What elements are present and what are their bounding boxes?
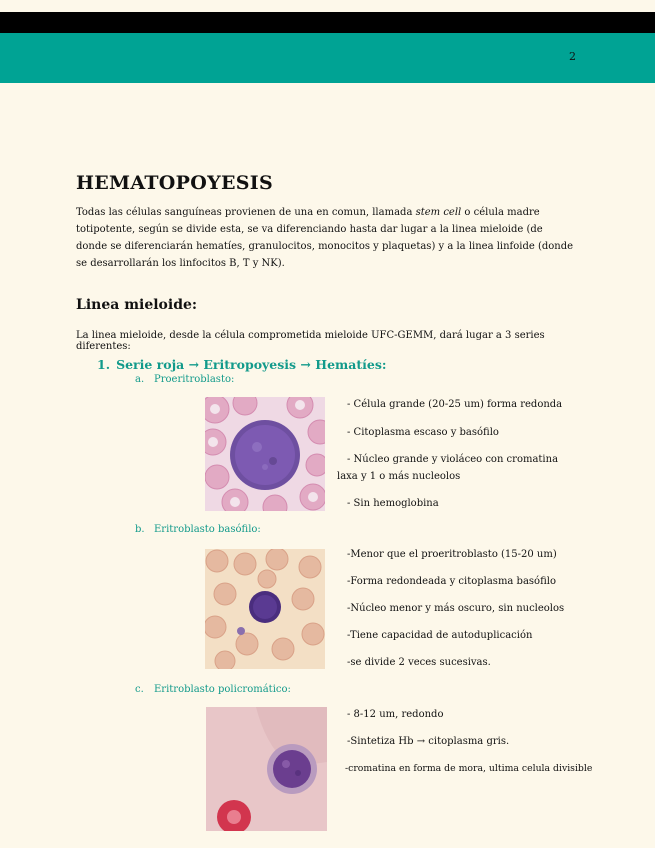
intro-text-1: Todas las células sanguíneas provienen de una en comun, llamada: [76, 207, 416, 218]
cell-b-name: Eritroblasto basófilo:: [154, 524, 261, 535]
section-text: La linea mieloide, desde la célula comprometida mieloide UFC-GEMM, dará lugar a 3 series diferentes:: [76, 330, 545, 352]
cell-b-line-1: -Menor que el proeritroblasto (15-20 um): [347, 549, 557, 560]
cell-a-line-2: - Citoplasma escaso y basófilo: [347, 427, 499, 438]
serie-roja-heading: [97, 357, 386, 372]
cell-a-letter: a.: [135, 374, 145, 385]
serie-label: Serie roja → Eritropoyesis → Hematíes:: [116, 357, 387, 372]
cell-b-line-2: -Forma redondeada y citoplasma basófilo: [347, 576, 556, 587]
cell-c-name: Eritroblasto policromático:: [154, 684, 291, 695]
cell-c-letter: c.: [135, 684, 144, 695]
cell-c-line-3: -cromatina en forma de mora, ultima celula divisible: [345, 763, 593, 774]
eritroblasto-basofilo-image: [205, 549, 325, 669]
cell-b-heading: [135, 524, 261, 535]
cell-b-line-5: -se divide 2 veces sucesivas.: [347, 657, 491, 668]
cell-c-heading: [135, 684, 291, 695]
cell-b-line-3: -Núcleo menor y más oscuro, sin nucleolos: [347, 603, 565, 614]
serie-number: 1.: [97, 357, 111, 372]
cell-c-line-2: -Sintetiza Hb → citoplasma gris.: [347, 736, 510, 747]
cell-c-description: [337, 706, 593, 777]
cell-a-heading: [135, 374, 234, 385]
cell-a-name: Proeritroblasto:: [154, 374, 235, 385]
cell-b-description: [347, 546, 587, 671]
intro-paragraph: [76, 204, 576, 272]
cell-b-letter: b.: [135, 524, 145, 535]
section-heading: Linea mieloide:: [76, 297, 198, 313]
top-black-bar: [0, 12, 655, 33]
cell-a-line-4: - Sin hemoglobina: [347, 498, 439, 509]
cell-c-line-1: - 8-12 um, redondo: [347, 709, 444, 720]
cell-a-description: [337, 396, 577, 512]
page-title: HEMATOPOYESIS: [76, 172, 273, 194]
eritroblasto-policromatico-image: [206, 707, 327, 831]
intro-text-2: o célula madre totipotente, según se divide esta, se va diferenciando hasta dar lugar a la linea mieloide (de donde se diferenciarán hematíes, granulocitos, monocitos y plaquetas) y a la linea linfoide (donde se desarrollarán los linfocitos B, T y NK).: [76, 207, 574, 269]
cell-b-line-4: -Tiene capacidad de autoduplicación: [347, 630, 533, 641]
cell-a-line-1: - Célula grande (20-25 um) forma redonda: [347, 399, 563, 410]
proeritroblasto-image: [205, 397, 325, 511]
intro-stem-cell: stem cell: [415, 207, 462, 218]
cell-a-line-3: - Núcleo grande y violáceo con cromatina laxa y 1 o más nucleolos: [337, 454, 559, 482]
page-number: 2: [569, 50, 576, 63]
